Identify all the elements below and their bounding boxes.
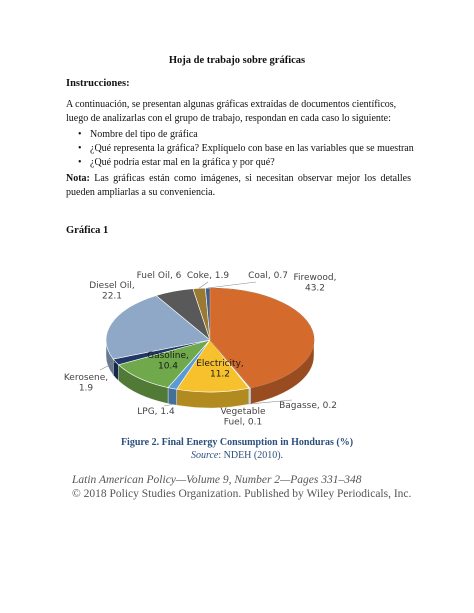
graph-heading: Gráfica 1 — [66, 225, 109, 236]
slice-label-gasoline: Gasoline, 10.4 — [147, 351, 189, 372]
figure-source — [0, 450, 474, 461]
source-text: : NDEH (2010). — [218, 450, 284, 461]
slice-label-electricity: Electricity, 11.2 — [196, 359, 244, 380]
leader-line — [164, 404, 172, 406]
slice-label-diesel-oil: Diesel Oil, 22.1 — [89, 281, 135, 302]
energy-pie-chart — [60, 262, 360, 437]
source-label: Source — [190, 450, 219, 461]
note-paragraph — [66, 172, 411, 200]
question-list — [78, 128, 414, 170]
slice-label-firewood: Firewood, 43.2 — [293, 273, 337, 294]
figure-caption: Figure 2. Final Energy Consumption in Honduras (%) — [120, 437, 354, 448]
pie-side-lpg — [168, 388, 177, 406]
note-text: Las gráficas están como imágenes, si necesitan observar mejor los detalles pueden ampliarlas a su conveniencia. — [66, 173, 411, 198]
question-item: • ¿Qué podría estar mal en la gráfica y por qué? — [78, 156, 414, 170]
slice-label-kerosene: Kerosene, 1.9 — [63, 373, 109, 394]
question-item: • Nombre del tipo de gráfica — [78, 128, 414, 142]
slice-label-vegetable-fuel: Vegetable Fuel, 0.1 — [220, 407, 266, 428]
instructions-heading: Instrucciones: — [66, 78, 130, 89]
journal-line: Latin American Policy—Volume 9, Number 2—Pages 331–348 — [72, 474, 362, 486]
page-title: Hoja de trabajo sobre gráficas — [168, 55, 306, 66]
slice-label-coal: Coal, 0.7 — [248, 271, 288, 281]
copyright-line: © 2018 Policy Studies Organization. Published by Wiley Periodicals, Inc. — [72, 488, 412, 500]
slice-label-bagasse: Bagasse, 0.2 — [279, 401, 337, 411]
leader-line — [208, 282, 256, 288]
slice-label-fuel-oil: Fuel Oil, 6 — [136, 271, 182, 281]
leader-line — [199, 282, 208, 288]
question-item: • ¿Qué representa la gráfica? Explíquelo con base en las variables que se muestran — [78, 142, 414, 156]
slice-label-coke: Coke, 1.9 — [186, 271, 230, 281]
intro-paragraph: A continuación, se presentan algunas gráficas extraídas de documentos científicos, luego de analizarlas con el grupo de trabajo, respondan en cada caso lo siguiente: — [66, 99, 397, 124]
note-label: Nota: — [66, 173, 90, 184]
slice-label-lpg: LPG, 1.4 — [137, 407, 175, 417]
